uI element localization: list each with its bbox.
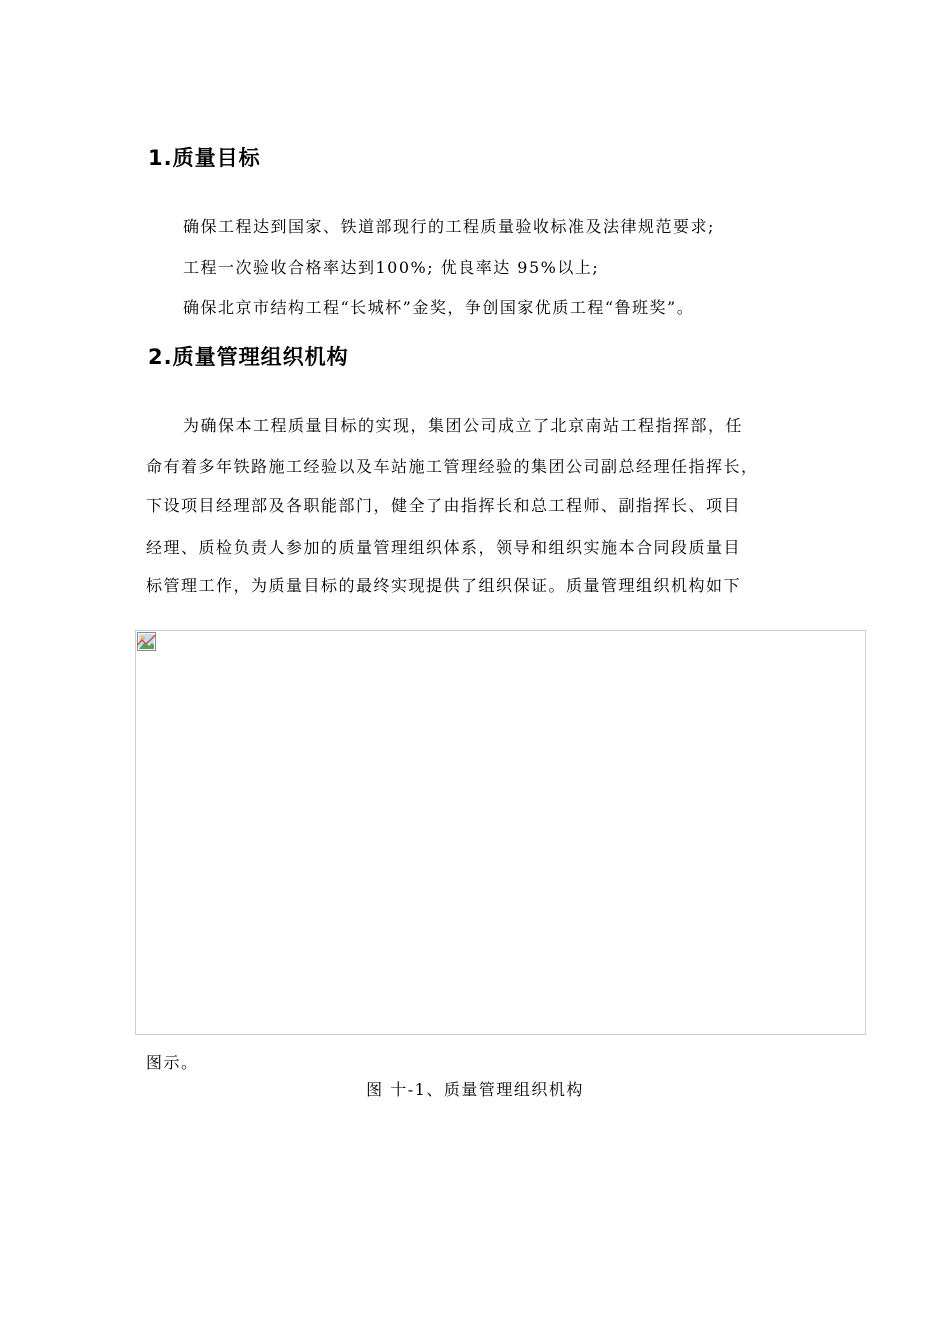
paragraph-line: 经理、质检负责人参加的质量管理组织体系，领导和组织实施本合同段质量目 [146,538,742,557]
paragraph-tail: 图示。 [146,1053,199,1072]
broken-image-icon [136,631,157,652]
figure-caption: 图 十-1、质量管理组织机构 [366,1080,584,1099]
paragraph-line: 标管理工作，为质量目标的最终实现提供了组织保证。质量管理组织机构如下 [146,576,742,595]
quality-goal-line: 确保工程达到国家、铁道部现行的工程质量验收标准及法律规范要求; [183,217,715,236]
paragraph-line: 命有着多年铁路施工经验以及车站施工管理经验的集团公司副总经理任指挥长， [146,457,759,476]
paragraph-line: 下设项目经理部及各职能部门，健全了由指挥长和总工程师、副指挥长、项目 [146,496,742,515]
section-heading-quality-organization: 2.质量管理组织机构 [148,345,349,369]
paragraph-line: 为确保本工程质量目标的实现，集团公司成立了北京南站工程指挥部，任 [183,416,744,435]
org-chart-image-placeholder [135,630,866,1035]
quality-goal-line: 确保北京市结构工程“长城杯”金奖，争创国家优质工程“鲁班奖”。 [183,298,695,317]
section-heading-quality-goals: 1.质量目标 [148,146,261,170]
quality-goal-line: 工程一次验收合格率达到100%; 优良率达 95%以上; [183,258,600,277]
